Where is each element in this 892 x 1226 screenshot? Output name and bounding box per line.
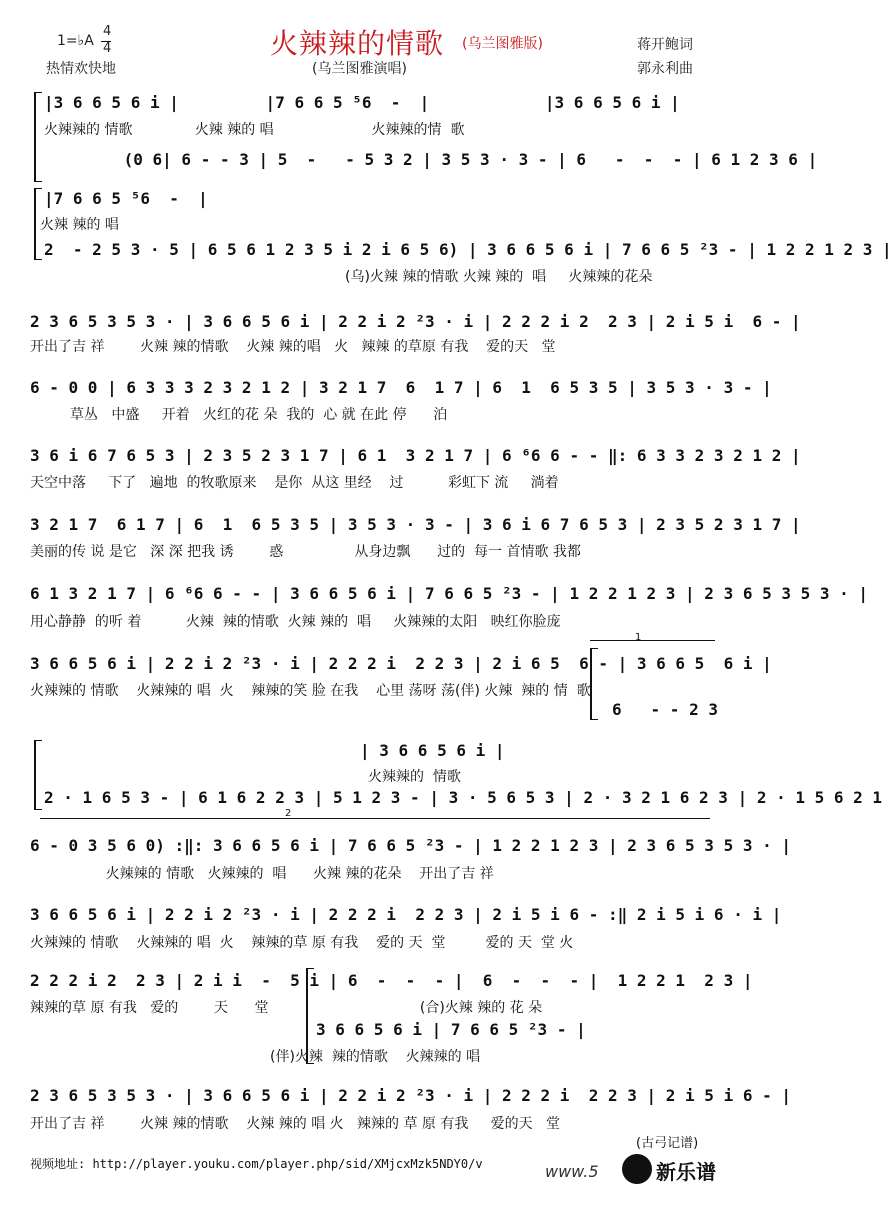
lyricist-credit: 蒋开鲍词	[637, 37, 693, 53]
composer-credit: 郭永利曲	[637, 61, 693, 77]
tempo-mood: 热情欢快地	[46, 61, 116, 77]
system-12-lyrics-2: (伴)火辣 辣的情歌 火辣辣的 唱	[270, 1049, 481, 1065]
system-2-accompaniment: 2 - 2 5 3 · 5 | 6 5 6 1 2 3 5 i 2 i 6 5 6) | 3 6 6 5 6 i | 7 6 6 5 ²3 - | 1 2 2 1 2 3 |	[44, 240, 892, 259]
volta-2-label: 2	[285, 808, 292, 819]
system-12-notes: 2 2 2 i 2 2 3 | 2 i i - 5 i | 6 - - - | 6 - - - | 1 2 2 1 2 3 |	[30, 971, 753, 990]
system-6-lyrics: 美丽的传 说 是它 深 深 把我 诱 惑 从身边飘 过的 每一 首情歌 我都	[30, 544, 581, 560]
system-5-lyrics: 天空中落 下了 遍地 的牧歌原来 是你 从这 里经 过 彩虹下 流 淌着	[30, 475, 559, 491]
volta-1-bracket	[590, 640, 715, 641]
system-2-lyrics-2: (乌)火辣 辣的情歌 火辣 辣的 唱 火辣辣的花朵	[345, 269, 653, 285]
time-signature-top: 4	[103, 24, 112, 39]
system-6-notes: 3 2 1 7 6 1 7 | 6 1 6 5 3 5 | 3 5 3 · 3 - | 3 6 i 6 7 6 5 3 | 2 3 5 2 3 1 7 |	[30, 515, 801, 534]
system-9-lyrics: 火辣辣的 情歌	[368, 769, 461, 785]
system-2-notes: |7 6 6 5 ⁵6 - |	[44, 189, 208, 208]
song-subtitle: (乌兰图雅版)	[462, 36, 543, 52]
logo-text: 新乐谱	[656, 1160, 716, 1184]
video-address[interactable]: 视频地址: http://player.youku.com/player.php/sid/XMjcxMzk5NDY0/v	[30, 1157, 483, 1171]
system-8-lyrics: 火辣辣的 情歌 火辣辣的 唱 火 辣辣的笑 脸 在我 心里 荡呀 荡(伴) 火辣 辣的 情 歌	[30, 683, 591, 699]
transcriber-credit: (古弓记谱)	[636, 1136, 699, 1151]
system-3-lyrics: 开出了吉 祥 火辣 辣的情歌 火辣 辣的唱 火 辣辣 的草原 有我 爱的天 堂	[30, 339, 556, 355]
system-2-lyrics: 火辣 辣的 唱	[40, 217, 119, 233]
song-title: 火辣辣的情歌	[270, 27, 445, 60]
system-1-accompaniment: (0 6| 6 - - 3 | 5 - - 5 3 2 | 3 5 3 · 3 - | 6 - - - | 6 1 2 3 6 |	[114, 150, 818, 169]
site-logo[interactable]	[612, 1150, 747, 1194]
system-13-notes: 2 3 6 5 3 5 3 · | 3 6 6 5 6 i | 2 2 i 2 ²3 · i | 2 2 2 i 2 2 3 | 2 i 5 i 6 - |	[30, 1086, 791, 1105]
system-9-notes: | 3 6 6 5 6 i |	[360, 741, 505, 760]
system-7-lyrics: 用心静静 的听 着 火辣 辣的情歌 火辣 辣的 唱 火辣辣的太阳 映红你脸庞	[30, 614, 561, 630]
system-9-accompaniment: 2 · 1 6 5 3 - | 6 1 6 2 2 3 | 5 1 2 3 - | 3 · 5 6 5 3 | 2 · 3 2 1 6 2 3 | 2 · 1 5 6 2 1	[44, 788, 883, 807]
system-3-notes: 2 3 6 5 3 5 3 · | 3 6 6 5 6 i | 2 2 i 2 ²3 · i | 2 2 2 i 2 2 3 | 2 i 5 i 6 - |	[30, 312, 801, 331]
key-signature: 1=♭A	[57, 33, 94, 49]
performer-credit: (乌兰图雅演唱)	[312, 61, 407, 77]
system-10-notes: 6 - 0 3 5 6 0) :‖: 3 6 6 5 6 i | 7 6 6 5 ²3 - | 1 2 2 1 2 3 | 2 3 6 5 3 5 3 · |	[30, 836, 791, 855]
system-10-lyrics: 火辣辣的 情歌 火辣辣的 唱 火辣 辣的花朵 开出了吉 祥	[30, 866, 494, 882]
system-4-notes: 6 - 0 0 | 6 3 3 3 2 3 2 1 2 | 3 2 1 7 6 1 7 | 6 1 6 5 3 5 | 3 5 3 · 3 - |	[30, 378, 772, 397]
system-12-lyrics: 辣辣的草 原 有我 爱的 天 堂 (合)火辣 辣的 花 朵	[30, 1000, 543, 1016]
system-13-lyrics: 开出了吉 祥 火辣 辣的情歌 火辣 辣的 唱 火 辣辣的 草 原 有我 爱的天 堂	[30, 1116, 560, 1132]
system-8-accompaniment: 6 - - 2 3	[612, 700, 718, 719]
system-1-notes: |3 6 6 5 6 i | |7 6 6 5 ⁵6 - | |3 6 6 5 6 i |	[44, 93, 680, 112]
time-signature-bottom: 4	[103, 41, 112, 56]
volta-1-label: 1	[635, 632, 642, 643]
system-8-notes: 3 6 6 5 6 i | 2 2 i 2 ²3 · i | 2 2 2 i 2 2 3 | 2 i 6 5 6 - | 3 6 6 5 6 i |	[30, 654, 772, 673]
system-7-notes: 6 1 3 2 1 7 | 6 ⁶6 6 - - | 3 6 6 5 6 i | 7 6 6 5 ²3 - | 1 2 2 1 2 3 | 2 3 6 5 3 5 3 · |	[30, 584, 869, 603]
system-brace	[34, 740, 42, 810]
system-11-notes: 3 6 6 5 6 i | 2 2 i 2 ²3 · i | 2 2 2 i 2 2 3 | 2 i 5 i 6 - :‖ 2 i 5 i 6 · i |	[30, 905, 782, 924]
logo-note-icon	[622, 1154, 652, 1184]
website-fragment: www.5	[545, 1162, 599, 1181]
system-1-lyrics: 火辣辣的 情歌 火辣 辣的 唱 火辣辣的情 歌	[44, 122, 465, 138]
system-brace	[34, 92, 42, 182]
system-12-accompaniment: 3 6 6 5 6 i | 7 6 6 5 ²3 - |	[316, 1020, 586, 1039]
system-4-lyrics: 草丛 中盛 开着 火红的花 朵 我的 心 就 在此 停 泊	[30, 407, 448, 423]
volta-2-bracket	[40, 818, 710, 819]
system-11-lyrics: 火辣辣的 情歌 火辣辣的 唱 火 辣辣的草 原 有我 爱的 天 堂 爱的 天 堂 火	[30, 935, 574, 951]
system-5-notes: 3 6 i 6 7 6 5 3 | 2 3 5 2 3 1 7 | 6 1 3 2 1 7 | 6 ⁶6 6 - - ‖: 6 3 3 2 3 2 1 2 |	[30, 446, 801, 465]
